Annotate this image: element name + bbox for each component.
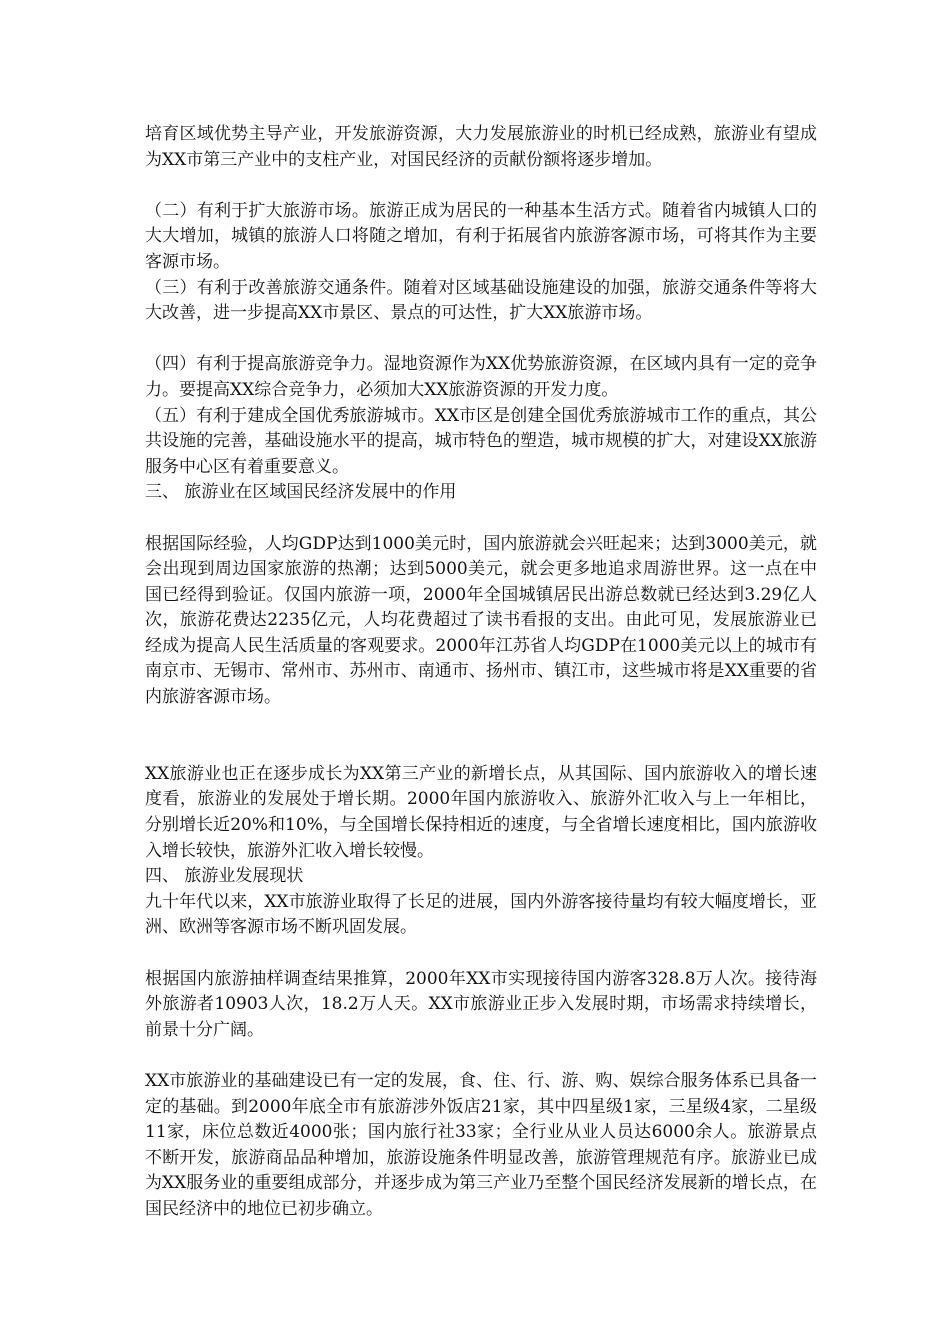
blank-line <box>145 711 817 762</box>
paragraph-intro: 培育区域优势主导产业，开发旅游资源，大力发展旅游业的时机已经成熟，旅游业有望成为XX市第三产业中的支柱产业，对国民经济的贡献份额将逐步增加。 <box>145 124 817 170</box>
section-heading-4: 四、 旅游业发展现状 <box>145 866 304 887</box>
blank-line <box>145 173 817 199</box>
blank-line <box>145 327 817 353</box>
paragraph-international-experience: 根据国际经验，人均GDP达到1000美元时，国内旅游就会兴旺起来；达到3000美元，就会出现到周边国家旅游的热潮；达到5000美元，就会更多地追求周游世界。这一点在中国已经得到验证。仅国内旅游一项，2000年全国城镇居民出游总数就已经达到3.29亿人次，旅游花费达2235亿元，人均花费超过了读书看报的支出。由此可见，发展旅游业已经成为提高人民生活质量的客观要求。2000年江苏省人均GDP在1000美元以上的城市有南京市、无锡市、常州市、苏州市、南通市、扬州市、镇江市，这些城市将是XX重要的省内旅游客源市场。 <box>145 533 817 708</box>
document-page <box>145 122 817 1223</box>
blank-line <box>145 506 817 532</box>
section-heading-3: 三、 旅游业在区域国民经济发展中的作用 <box>145 482 457 503</box>
paragraph-item-2: （二）有利于扩大旅游市场。旅游正成为居民的一种基本生活方式。随着省内城镇人口的大大增加，城镇的旅游人口将随之增加，有利于拓展省内旅游客源市场，可将其作为主要客源市场。 <box>145 200 817 272</box>
blank-line <box>145 941 817 967</box>
paragraph-infrastructure: XX市旅游业的基础建设已有一定的发展，食、住、行、游、购、娱综合服务体系已具备一定的基础。到2000年底全市有旅游涉外饭店21家，其中四星级1家，三星级4家，二星级11家，床位总数近4000张；国内旅行社33家；全行业从业人员达6000余人。旅游景点不断开发，旅游商品品种增加，旅游设施条件明显改善，旅游管理规范有序。旅游业已成为XX服务业的重要组成部分，并逐步成为第三产业乃至整个国民经济发展新的增长点，在国民经济中的地位已初步确立。 <box>145 1070 817 1219</box>
paragraph-item-3: （三）有利于改善旅游交通条件。随着对区域基础设施建设的加强，旅游交通条件等将大大改善，进一步提高XX市景区、景点的可达性，扩大XX旅游市场。 <box>145 277 817 324</box>
paragraph-growth-point: XX旅游业也正在逐步成长为XX第三产业的新增长点，从其国际、国内旅游收入的增长速度看，旅游业的发展处于增长期。2000年国内旅游收入、旅游外汇收入与上一年相比，分别增长近20%和10%，与全国增长保持相近的速度，与全省增长速度相比，国内旅游收入增长较快，旅游外汇收入增长较慢。 <box>145 763 817 861</box>
paragraph-item-4: （四）有利于提高旅游竞争力。湿地资源作为XX优势旅游资源，在区域内具有一定的竞争力。要提高XX综合竞争力，必须加大XX旅游资源的开发力度。 <box>145 354 817 400</box>
paragraph-item-5: （五）有利于建成全国优秀旅游城市。XX市区是创建全国优秀旅游城市工作的重点，其公共设施的完善，基础设施水平的提高，城市特色的塑造，城市规模的扩大，对建设XX旅游服务中心区有着重要意义。 <box>145 405 817 477</box>
blank-line <box>145 1043 817 1069</box>
paragraph-nineties: 九十年代以来，XX市旅游业取得了长足的进展，国内外游客接待量均有较大幅度增长，亚洲、欧洲等客源市场不断巩固发展。 <box>145 891 817 938</box>
paragraph-survey: 根据国内旅游抽样调查结果推算，2000年XX市实现接待国内游客328.8万人次。接待海外旅游者10903人次，18.2万人天。XX市旅游业正步入发展时期，市场需求持续增长，前景十分广阔。 <box>145 968 817 1040</box>
